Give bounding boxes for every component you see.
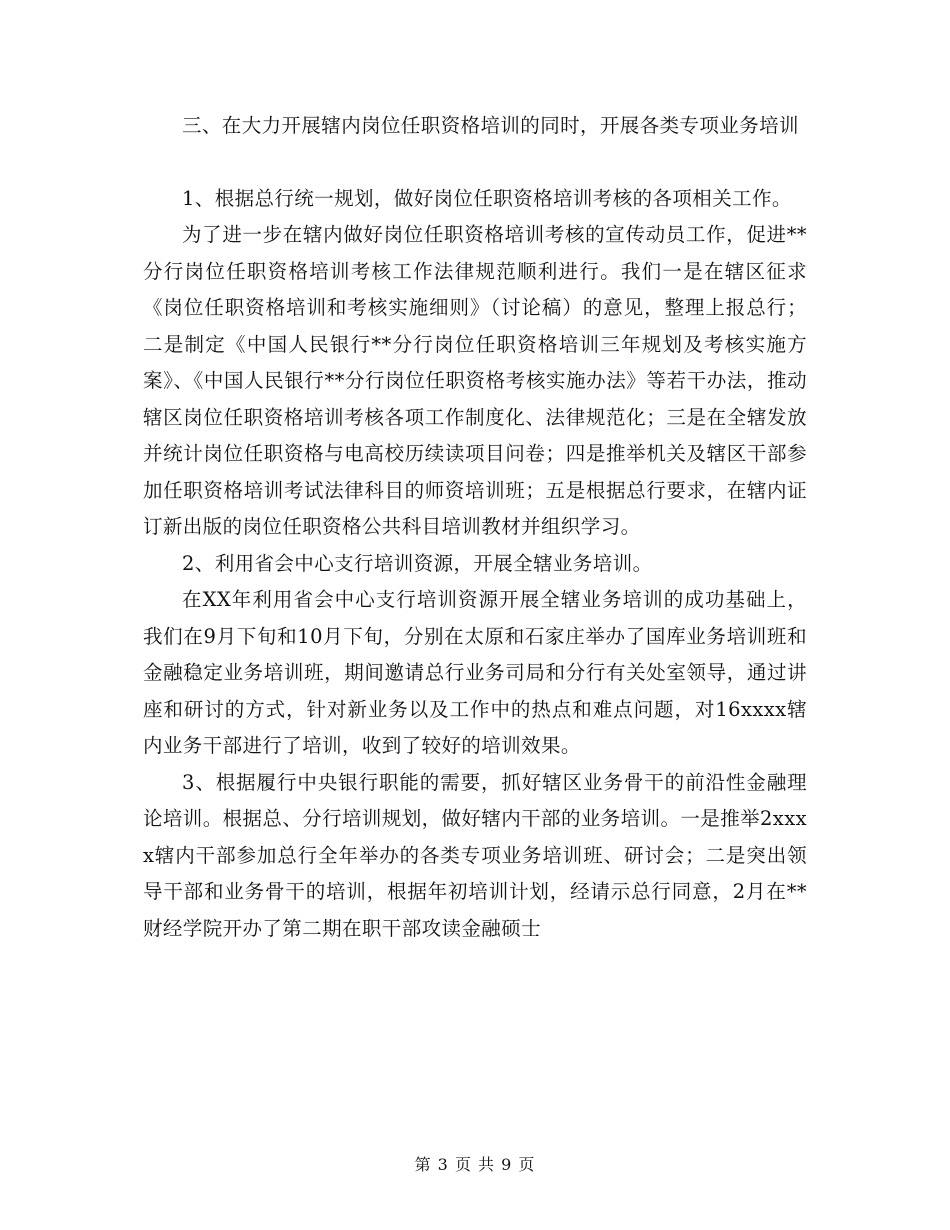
document-body <box>143 108 807 947</box>
subsection-3-body: 3、根据履行中央银行职能的需要，抓好辖区业务骨干的前沿性金融理论培训。根据总、分行培训规划，做好辖内干部的业务培训。一是推举2xxxx辖内干部参加总行全年举办的各类专项业务培训班、研讨会；二是突出领导干部和业务骨干的培训，根据年初培训计划，经请示总行同意，2月在**财经学院开办了第二期在职干部攻读金融硕士 <box>143 770 807 940</box>
subsection-2-heading: 2、利用省会中心支行培训资源，开展全辖业务培训。 <box>182 551 653 575</box>
section-heading: 三、在大力开展辖内岗位任职资格培训的同时，开展各类专项业务培训 <box>182 114 799 137</box>
page-number-footer: 第 3 页 共 9 页 <box>414 1155 536 1174</box>
subsection-1-heading: 1、根据总行统一规划，做好岗位任职资格培训考核的各项相关工作。 <box>182 186 792 210</box>
subsection-1-body: 为了进一步在辖内做好岗位任职资格培训考核的宣传动员工作，促进**分行岗位任职资格培训考核工作法律规范顺利进行。我们一是在辖区征求《岗位任职资格培训和考核实施细则》（讨论稿）的意见，整理上报总行；二是制定《中国人民银行**分行岗位任职资格培训三年规划及考核实施方案》、《中国人民银行**分行岗位任职资格考核实施办法》等若干办法，推动辖区岗位任职资格培训考核各项工作制度化、法律规范化；三是在全辖发放并统计岗位任职资格与电高校历续读项目问卷；四是推举机关及辖区干部参加任职资格培训考试法律科目的师资培训班；五是根据总行要求，在辖内证订新出版的岗位任职资格公共科目培训教材并组织学习。 <box>143 223 807 538</box>
subsection-2-body: 在XX年利用省会中心支行培训资源开展全辖业务培训的成功基础上，我们在9月下旬和10月下旬，分别在太原和石家庄举办了国库业务培训班和金融稳定业务培训班，期间邀请总行业务司局和分行有关处室领导，通过讲座和研讨的方式，针对新业务以及工作中的热点和难点问题，对16xxxx辖内业务干部进行了培训，收到了较好的培训效果。 <box>143 588 807 757</box>
